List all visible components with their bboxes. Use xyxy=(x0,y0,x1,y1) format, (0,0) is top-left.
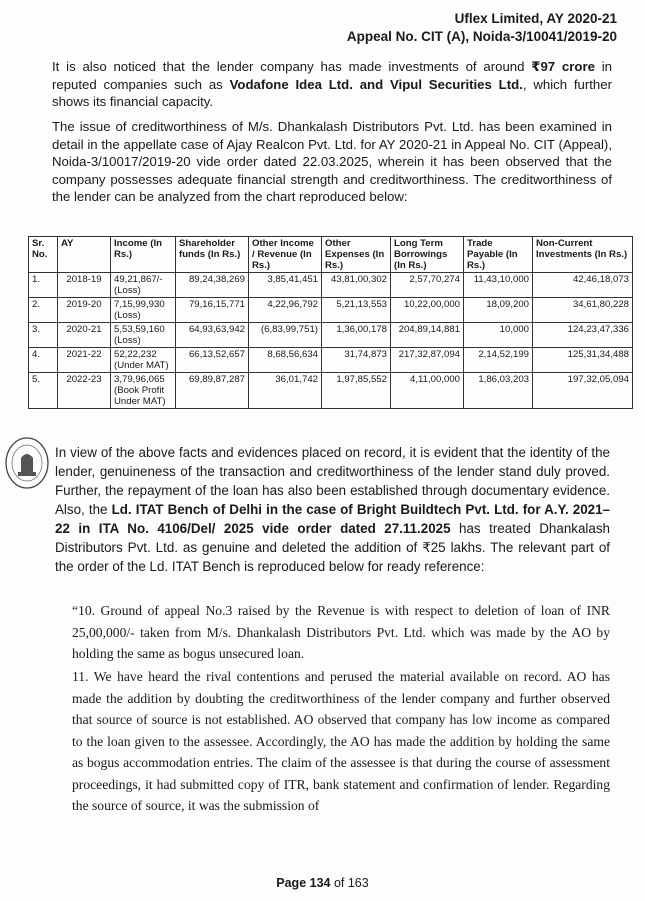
table-cell: 49,21,867/- (Loss) xyxy=(111,273,176,298)
page-total: 163 xyxy=(347,876,369,890)
page-footer: Page 134 of 163 xyxy=(276,876,369,890)
page-number: 134 xyxy=(309,876,331,890)
table-cell: 3,79,96,065 (Book Profit Under MAT) xyxy=(111,373,176,409)
table-cell: 18,09,200 xyxy=(464,298,533,323)
col-header: Other Expenses (In Rs.) xyxy=(322,237,391,273)
table-cell: 125,31,34,488 xyxy=(533,348,633,373)
table-cell: 10,22,00,000 xyxy=(391,298,464,323)
col-header: Shareholder funds (In Rs.) xyxy=(176,237,249,273)
table-cell: 2020-21 xyxy=(58,323,111,348)
paragraph-investments: It is also noticed that the lender company has made investments of around ₹97 crore in reputed companies such as Vodafone Idea Ltd. and Vipul Securities Ltd., which further shows its financial capacity. xyxy=(52,59,612,110)
case-title: Uflex Limited, AY 2020-21 xyxy=(454,11,617,26)
table-row xyxy=(29,273,633,298)
table-cell: 3,85,41,451 xyxy=(249,273,322,298)
table-row xyxy=(29,323,633,348)
table-cell: 11,43,10,000 xyxy=(464,273,533,298)
table-cell: 64,93,63,942 xyxy=(176,323,249,348)
table-cell: 7,15,99,930 (Loss) xyxy=(111,298,176,323)
quoted-paragraph-11: 11. We have heard the rival contentions and perused the material available on record. AO has made the addition by doubting the creditworthiness of the lender company and further observed that source of source is not established. AO observed that company has low income as compared to the loan given to the assessee. Accordingly, the AO has made the addition by holding the same as bogus accommodation entries. The claim of the assessee is that during the course of assessment proceedings, it had submitted copy of ITR, bank statement and confirmation of lender. Regarding the source of source, it was the submission of xyxy=(72,669,610,813)
table-cell: 2,57,70,274 xyxy=(391,273,464,298)
table-cell: 89,24,38,269 xyxy=(176,273,249,298)
table-cell: 217,32,87,094 xyxy=(391,348,464,373)
table-cell: 31,74,873 xyxy=(322,348,391,373)
table-cell: 8,68,56,634 xyxy=(249,348,322,373)
table-cell: 197,32,05,094 xyxy=(533,373,633,409)
table-cell: 2019-20 xyxy=(58,298,111,323)
table-cell: 1,36,00,178 xyxy=(322,323,391,348)
table-cell: 34,61,80,228 xyxy=(533,298,633,323)
table-cell: 42,46,18,073 xyxy=(533,273,633,298)
table-cell: 69,89,87,287 xyxy=(176,373,249,409)
table-cell: 79,16,15,771 xyxy=(176,298,249,323)
col-header: Trade Payable (In Rs.) xyxy=(464,237,533,273)
table-cell: 3. xyxy=(29,323,58,348)
table-row xyxy=(29,298,633,323)
table-cell: 2,14,52,199 xyxy=(464,348,533,373)
table-cell: 1,97,85,552 xyxy=(322,373,391,409)
emblem-seal-icon xyxy=(4,436,50,490)
table-cell: 36,01,742 xyxy=(249,373,322,409)
table-cell: 4. xyxy=(29,348,58,373)
quoted-paragraph-10: “10. Ground of appeal No.3 raised by the Revenue is with respect to deletion of loan of INR 25,00,000/- taken from M/s. Dhankalash Distributors Pvt. Ltd. which was made by the AO by holding the same as bogus unsecured loan. xyxy=(72,603,610,661)
table-cell: 204,89,14,881 xyxy=(391,323,464,348)
table-header-row xyxy=(29,237,633,273)
paragraph-creditworthiness: The issue of creditworthiness of M/s. Dhankalash Distributors Pvt. Ltd. has been examined in detail in the appellate case of Ajay Realcon Pvt. Ltd. for AY 2020-21 in Appeal No. CIT (Appeal), Noida-3/10017/2019-20 vide order dated 22.03.2025, wherein it has been observed that the company possesses adequate financial strength and creditworthiness. The creditworthiness of the lender can be analyzed from the chart reproduced below: xyxy=(52,119,612,205)
table-cell: 4,11,00,000 xyxy=(391,373,464,409)
table-cell: (6,83,99,751) xyxy=(249,323,322,348)
table-cell: 1. xyxy=(29,273,58,298)
col-header: AY xyxy=(58,237,111,273)
col-header: Sr. No. xyxy=(29,237,58,273)
col-header: Long Term Borrowings (In Rs.) xyxy=(391,237,464,273)
table-cell: 4,22,96,792 xyxy=(249,298,322,323)
table-cell: 5,53,59,160 (Loss) xyxy=(111,323,176,348)
paragraph-conclusion: In view of the above facts and evidences placed on record, it is evident that the identity of the lender, genuineness of the transaction and creditworthiness of the lender stand duly proved. Further, the repayment of the loan has also been established through documentary evidence. Also, the Ld. ITAT Bench of Delhi in the case of Bright Buildtech Pvt. Ltd. for A.Y. 2021–22 in ITA No. 4106/Del/ 2025 vide order dated 27.11.2025 has treated Dhankalash Distributors Pvt. Ltd. as genuine and deleted the addition of ₹25 lakhs. The relevant part of the order of the Ld. ITAT Bench is reproduced below for ready reference: xyxy=(55,445,611,574)
table-cell: 10,000 xyxy=(464,323,533,348)
table-row xyxy=(29,348,633,373)
col-header: Income (In Rs.) xyxy=(111,237,176,273)
table-cell: 1,86,03,203 xyxy=(464,373,533,409)
table-cell: 66,13,52,657 xyxy=(176,348,249,373)
table-cell: 2021-22 xyxy=(58,348,111,373)
col-header: Non-Current Investments (In Rs.) xyxy=(533,237,633,273)
table-cell: 5. xyxy=(29,373,58,409)
table-cell: 124,23,47,336 xyxy=(533,323,633,348)
table-cell: 2022-23 xyxy=(58,373,111,409)
table-cell: 52,22,232 (Under MAT) xyxy=(111,348,176,373)
col-header: Other Income / Revenue (In Rs.) xyxy=(249,237,322,273)
appeal-number: Appeal No. CIT (A), Noida-3/10041/2019-20 xyxy=(346,29,617,44)
page-header xyxy=(347,10,617,46)
table-cell: 2. xyxy=(29,298,58,323)
table-cell: 43,81,00,302 xyxy=(322,273,391,298)
creditworthiness-table xyxy=(28,236,633,409)
table-cell: 5,21,13,553 xyxy=(322,298,391,323)
table-cell: 2018-19 xyxy=(58,273,111,298)
table-row xyxy=(29,373,633,409)
